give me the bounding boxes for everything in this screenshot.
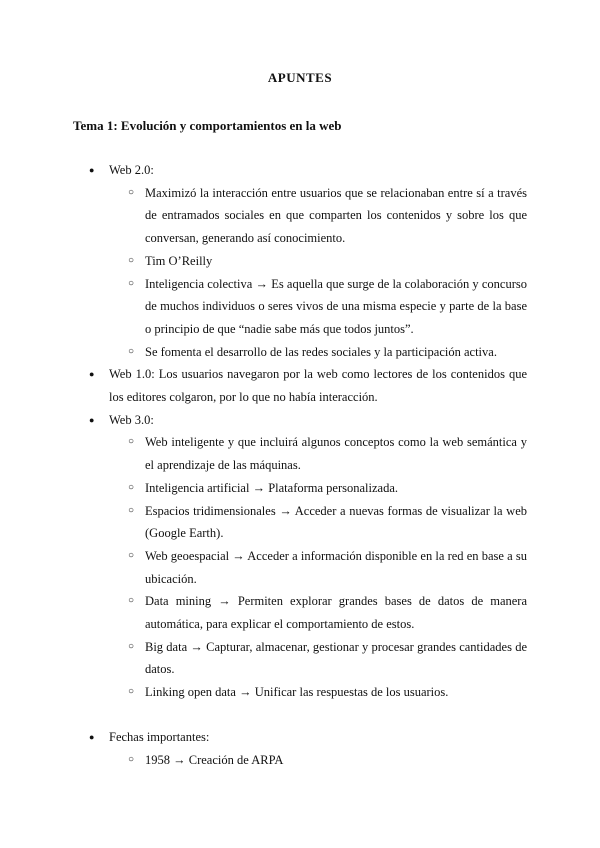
- list-item-web-2-0: [0, 159, 600, 363]
- hollow-bullet-icon: ○: [128, 436, 135, 448]
- filled-bullet-icon: ●: [89, 732, 95, 742]
- hollow-bullet-icon: ○: [128, 186, 135, 198]
- sublist-item-text: Tim O’Reilly: [145, 253, 213, 268]
- hollow-bullet-icon: ○: [128, 753, 135, 765]
- sublist-item-text: Data mining → Permiten explorar grandes bases de datos de manera automática, para explicar el comportamiento de estos.: [145, 594, 527, 632]
- sublist-item-text: Se fomenta el desarrollo de las redes sociales y la participación activa.: [145, 344, 497, 359]
- notes-list: [0, 159, 600, 704]
- sublist: [109, 431, 527, 703]
- sublist-item-text: Inteligencia colectiva → Es aquella que surge de la colaboración y concurso de muchos individuos o seres vivos de una misma especie y parte de la base o principio de que “nadie sabe más que todos juntos”.: [145, 276, 527, 336]
- sublist-item: [0, 273, 527, 341]
- sublist-item: [0, 477, 527, 500]
- sublist-item-text: Linking open data → Unificar las respuestas de los usuarios.: [145, 685, 449, 700]
- sublist: [109, 749, 527, 772]
- hollow-bullet-icon: ○: [128, 549, 135, 561]
- list-item-text: Web 3.0:: [109, 412, 154, 427]
- hollow-bullet-icon: ○: [128, 345, 135, 357]
- hollow-bullet-icon: ○: [128, 504, 135, 516]
- sublist-item-text: Big data → Capturar, almacenar, gestionar y procesar grandes cantidades de datos.: [145, 639, 527, 677]
- sublist: [109, 182, 527, 364]
- hollow-bullet-icon: ○: [128, 254, 135, 266]
- hollow-bullet-icon: ○: [128, 481, 135, 493]
- filled-bullet-icon: ●: [89, 414, 95, 425]
- list-item-web-3-0: [0, 409, 600, 704]
- filled-bullet-icon: ●: [89, 165, 95, 175]
- sublist-item: [0, 341, 527, 364]
- sublist-item-text: Inteligencia artificial → Plataforma personalizada.: [145, 480, 399, 495]
- sublist-item-text: 1958 → Creación de ARPA: [145, 752, 284, 767]
- sublist-item-text: Maximizó la interacción entre usuarios que se relacionaban entre sí a través de entramados sociales en que comparten los contenidos y sobre los que conversan, generando así conocimiento.: [145, 185, 527, 246]
- list-item-text: Fechas importantes:: [109, 730, 210, 744]
- sublist-item: [0, 681, 527, 704]
- list-item-dates: [0, 726, 600, 771]
- hollow-bullet-icon: ○: [128, 277, 135, 289]
- sublist-item: [0, 250, 527, 273]
- document-title: APUNTES: [267, 70, 333, 85]
- sublist-item: [0, 636, 527, 681]
- list-item-text: Web 1.0: Los usuarios navegaron por la web como lectores de los contenidos que los editores colgaron, por lo que no había interacción.: [109, 367, 527, 405]
- sublist-item: [0, 545, 527, 590]
- sublist-item-text: Espacios tridimensionales → Acceder a nuevas formas de visualizar la web (Google Earth).: [145, 503, 527, 541]
- sublist-item: [0, 590, 527, 635]
- hollow-bullet-icon: ○: [128, 595, 135, 607]
- sublist-item: [0, 431, 527, 476]
- list-item-web-1-0: [0, 363, 600, 408]
- sublist-item: [0, 749, 527, 772]
- hollow-bullet-icon: ○: [128, 640, 135, 652]
- topic-heading: Tema 1: Evolución y comportamientos en la web: [73, 118, 342, 133]
- list-item-text: Web 2.0:: [109, 163, 154, 177]
- dates-list: [0, 726, 600, 771]
- filled-bullet-icon: ●: [89, 369, 95, 380]
- sublist-item-text: Web geoespacial → Acceder a información disponible en la red en base a su ubicación.: [145, 548, 527, 586]
- sublist-item: [0, 500, 527, 545]
- sublist-item: [0, 182, 527, 250]
- hollow-bullet-icon: ○: [128, 686, 135, 698]
- sublist-item-text: Web inteligente y que incluirá algunos conceptos como la web semántica y el aprendizaje de las máquinas.: [145, 435, 527, 473]
